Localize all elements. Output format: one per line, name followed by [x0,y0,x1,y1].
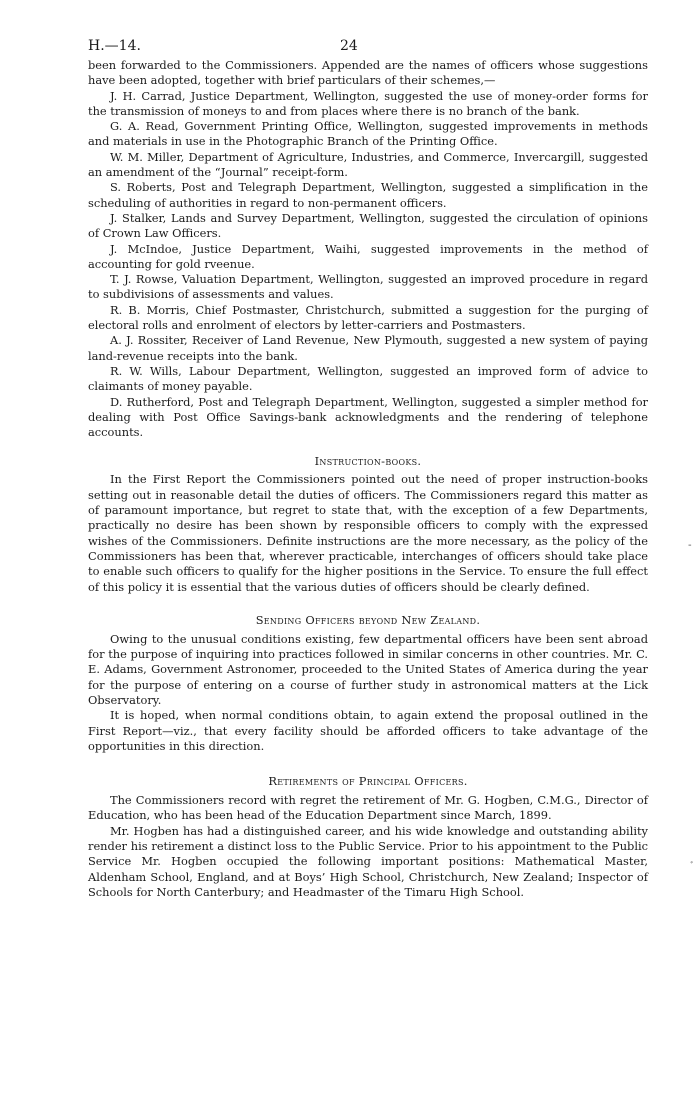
section-heading-sending-officers: Sending Officers beyond New Zealand. [255,612,481,627]
section-heading-retirements: Retirements of Principal Officers. [268,774,468,789]
margin-mark: - [688,540,692,551]
page-number: 24 [340,38,358,54]
section-heading-instruction-books: Instruction-books. [314,454,422,469]
suggestions-list [88,89,648,441]
suggestion-item: W. M. Miller, Department of Agriculture, Industries, and Commerce, Invercargill, suggested an amendment of the “Journal” receipt-form. [88,149,648,180]
section-paragraph: Owing to the unusual conditions existing, few departmental officers have been sent abroad for the purpose of inquiring into practices followed in similar concerns in other countries. Mr. C. E. Adams, Government Astronomer, proceeded to the United States of America during the year for the purpose of entering on a course of further study in astronomical matters at the Lick Observatory. [88,631,648,707]
suggestion-item: G. A. Read, Government Printing Office, Wellington, suggested improvements in methods and materials in use in the Photographic Branch of the Printing Office. [88,119,648,149]
section-paragraph: It is hoped, when normal conditions obtain, to again extend the proposal outlined in the First Report—viz., that every facility should be afforded officers to take advantage of the opportunities in this direction. [88,708,648,753]
intro-paragraph: been forwarded to the Commissioners. Appended are the names of officers whose suggestions have been adopted, together with brief particulars of their schemes,— [88,58,648,88]
margin-mark: ﾞ [690,862,695,873]
suggestion-item: J. H. Carrad, Justice Department, Wellington, suggested the use of money-order forms for the transmission of moneys to and from places where there is no branch of the bank. [88,88,648,118]
document-reference: H.—14. [88,38,141,54]
suggestion-item: R. B. Morris, Chief Postmaster, Christchurch, submitted a suggestion for the purging of electoral rolls and enrolment of electors by letter-carriers and Postmasters. [88,302,648,333]
section-paragraph: The Commissioners record with regret the retirement of Mr. G. Hogben, C.M.G., Director of Education, who has been head of the Education Department since March, 1899. [88,793,648,823]
page-header [88,38,648,58]
section-paragraph: In the First Report the Commissioners pointed out the need of proper instruction-books setting out in reasonable detail the duties of officers. The Commissioners regard this matter as of paramount importance, but regret to state that, with the exception of a few Departments, practically no desire has been shown by responsible officers to comply with the expressed wishes of the Commissioners. Definite instructions are the more necessary, as the policy of the Commissioners has been that, wherever practicable, interchanges of officers should take place to enable such officers to qualify for the higher positions in the Service. To ensure the full effect of this policy it is essential that the various duties of officers should be clearly defined. [88,472,648,594]
suggestion-item: A. J. Rossiter, Receiver of Land Revenue, New Plymouth, suggested a new system of paying land-revenue receipts into the bank. [88,333,648,363]
section-paragraph: Mr. Hogben has had a distinguished career, and his wide knowledge and outstanding ability render his retirement a distinct loss to the Public Service. Prior to his appointment to the Public Service Mr. Hogben occupied the following important positions: Mathematical Master, Aldenham School, England, and at Boys’ High School, Christchurch, New Zealand; Inspector of Schools for North Canterbury; and Headmaster of the Timaru High School. [88,823,648,899]
document-page [88,38,648,900]
suggestion-item: J. McIndoe, Justice Department, Waihi, suggested improvements in the method of accounting for gold rveenue. [88,241,648,271]
suggestion-item: S. Roberts, Post and Telegraph Department, Wellington, suggested a simplification in the scheduling of authorities in regard to non-permanent officers. [88,180,648,210]
suggestion-item: R. W. Wills, Labour Department, Wellington, suggested an improved form of advice to claimants of money payable. [88,363,648,394]
suggestion-item: D. Rutherford, Post and Telegraph Department, Wellington, suggested a simpler method for dealing with Post Office Savings-bank acknowledgments and the rendering of telephone accounts. [88,394,648,440]
suggestion-item: T. J. Rowse, Valuation Department, Wellington, suggested an improved procedure in regard to subdivisions of assessments and values. [88,272,648,302]
suggestion-item: J. Stalker, Lands and Survey Department, Wellington, suggested the circulation of opinions of Crown Law Officers. [88,210,648,241]
